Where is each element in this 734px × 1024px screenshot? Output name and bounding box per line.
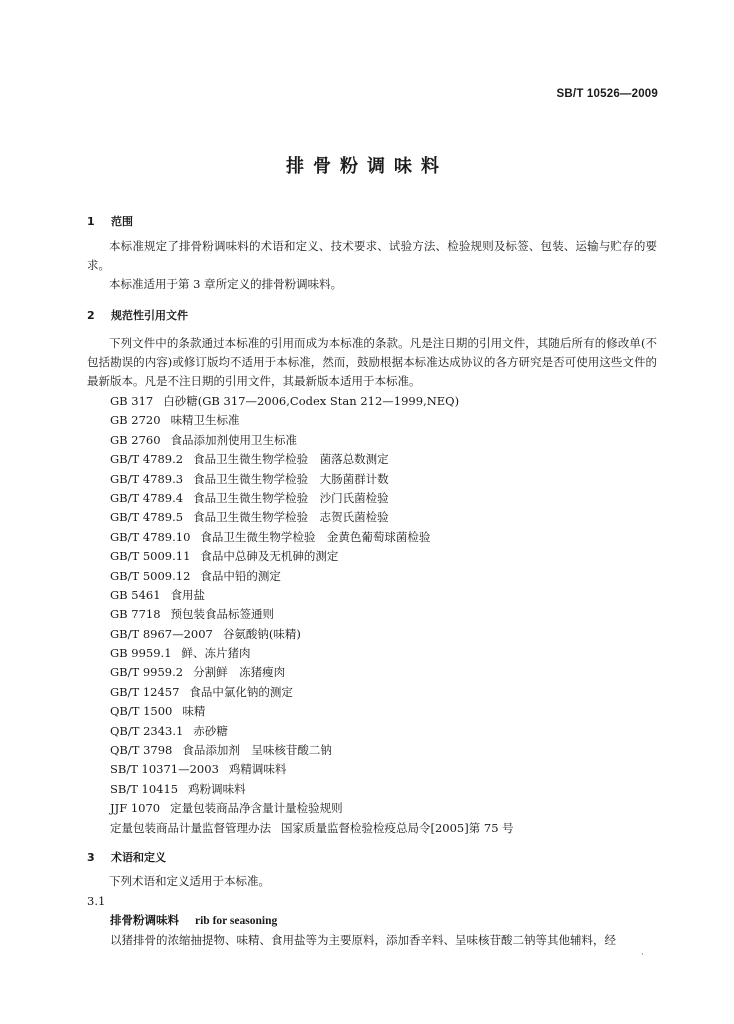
reference-title: 预包装食品标签通则 [170,607,275,622]
reference-title: 定量包装商品净含量计量检验规则 [170,801,343,816]
section-number: 1 [87,215,95,228]
reference-code: GB/T 5009.11 [110,549,191,564]
reference-code: QB/T 3798 [110,743,173,758]
reference-code: SB/T 10415 [110,781,179,796]
reference-title: 国家质量监督检验检疫总局令[2005]第 75 号 [281,820,514,835]
reference-title: 赤砂糖 [193,723,228,738]
reference-item [110,508,514,527]
reference-title: 食品卫生微生物学检验 志贺氏菌检验 [193,510,389,525]
reference-title: 鸡精调味料 [228,762,287,777]
reference-code: GB/T 5009.12 [110,568,191,583]
reference-code: GB 317 [110,394,154,408]
reference-item [110,411,514,430]
reference-item [110,683,514,702]
reference-code: GB/T 4789.10 [110,529,191,544]
reference-title: 白砂糖(GB 317—2006,Codex Stan 212—1999,NEQ) [163,394,460,408]
reference-title: 食品中总砷及无机砷的测定 [200,549,339,564]
standard-number: SB/T 10526—2009 [556,88,658,100]
reference-code: QB/T 1500 [110,704,173,719]
terms-intro: 下列术语和定义适用于本标准。 [109,874,270,888]
reference-title: 食品卫生微生物学检验 菌落总数测定 [193,452,389,467]
reference-code: GB 9959.1 [110,646,172,661]
reference-code: GB/T 9959.2 [110,665,184,680]
reference-item [110,741,514,760]
term-entry [110,912,277,928]
reference-title: 食品卫生微生物学检验 金黄色葡萄球菌检验 [200,529,431,544]
section-3-heading [87,849,166,865]
reference-item [110,470,514,489]
reference-item [110,528,514,547]
section-number: 2 [87,309,95,322]
document-title: 排骨粉调味料 [286,156,448,177]
reference-code: GB/T 4789.5 [110,510,184,525]
reference-code: GB/T 8967—2007 [110,626,213,641]
reference-title: 分割鲜 冻猪瘦肉 [193,665,286,680]
reference-title: 味精卫生标准 [170,413,240,428]
reference-title: 谷氨酸钠(味精) [222,626,301,641]
subclause-number: 3.1 [87,894,106,908]
reference-item [110,663,514,682]
reference-title: 食用盐 [170,587,206,602]
section-2-heading [87,307,188,323]
reference-code: GB/T 4789.3 [110,471,184,486]
reference-item [110,780,514,799]
reference-item [110,450,514,469]
section-title: 规范性引用文件 [111,309,188,322]
reference-code: 定量包装商品计量监督管理办法 [110,820,271,835]
section-title: 术语和定义 [111,851,166,864]
reference-code: GB/T 12457 [110,684,180,699]
references-intro: 下列文件中的条款通过本标准的引用而成为本标准的条款。凡是注日期的引用文件，其随后所有的修改单(不包括勘误的内容)或修订版均不适用于本标准，然而，鼓励根据本标准达成协议的各方研究是否可使用这些文件的最新版本。凡是不注日期的引用文件，其最新版本适用于本标准。 [87,336,657,388]
reference-item [110,722,514,741]
reference-item [110,625,514,644]
reference-item [110,489,514,508]
reference-title: 味精 [182,704,206,719]
reference-code: GB 2720 [110,413,161,428]
reference-code: QB/T 2343.1 [110,723,184,738]
reference-item [110,392,514,411]
reference-code: JJF 1070 [110,801,161,816]
reference-item [110,547,514,566]
reference-title: 食品中铅的测定 [200,568,281,583]
section-title: 范围 [111,215,133,228]
reference-title: 鲜、冻片猪肉 [181,646,251,661]
reference-item [110,431,514,450]
reference-code: GB 7718 [110,607,161,622]
reference-list [110,392,514,838]
reference-item [110,799,514,818]
term-english: rib for seasoning [195,915,278,927]
reference-code: GB 5461 [110,587,161,602]
reference-title: 食品卫生微生物学检验 沙门氏菌检验 [193,490,389,505]
section-1-heading [87,213,133,229]
reference-title: 食品添加剂 呈味核苷酸二钠 [182,743,332,758]
reference-item [110,760,514,779]
term-definition: 以猪排骨的浓缩抽提物、味精、食用盐等为主要原料，添加香辛料、呈味核苷酸二钠等其他辅料，经 [110,933,616,947]
page-mark: · [641,950,644,960]
reference-code: SB/T 10371—2003 [110,762,219,777]
scope-paragraph-2: 本标准适用于第 3 章所定义的排骨粉调味料。 [109,277,343,291]
reference-title: 食品中氯化钠的测定 [189,684,293,699]
reference-item [110,586,514,605]
reference-item [110,644,514,663]
term-chinese: 排骨粉调味料 [110,913,179,927]
reference-item [110,605,514,624]
reference-code: GB 2760 [110,432,161,447]
scope-paragraph-1: 本标准规定了排骨粉调味料的术语和定义、技术要求、试验方法、检验规则及标签、包装、运输与贮存的要求。 [87,239,657,272]
reference-title: 鸡粉调味料 [188,781,246,796]
reference-item [110,567,514,586]
reference-title: 食品卫生微生物学检验 大肠菌群计数 [193,471,389,486]
section-number: 3 [87,851,95,864]
reference-title: 食品添加剂使用卫生标准 [170,432,298,447]
reference-item [110,702,514,721]
reference-code: GB/T 4789.2 [110,452,184,467]
reference-item [110,819,514,838]
reference-code: GB/T 4789.4 [110,490,184,505]
